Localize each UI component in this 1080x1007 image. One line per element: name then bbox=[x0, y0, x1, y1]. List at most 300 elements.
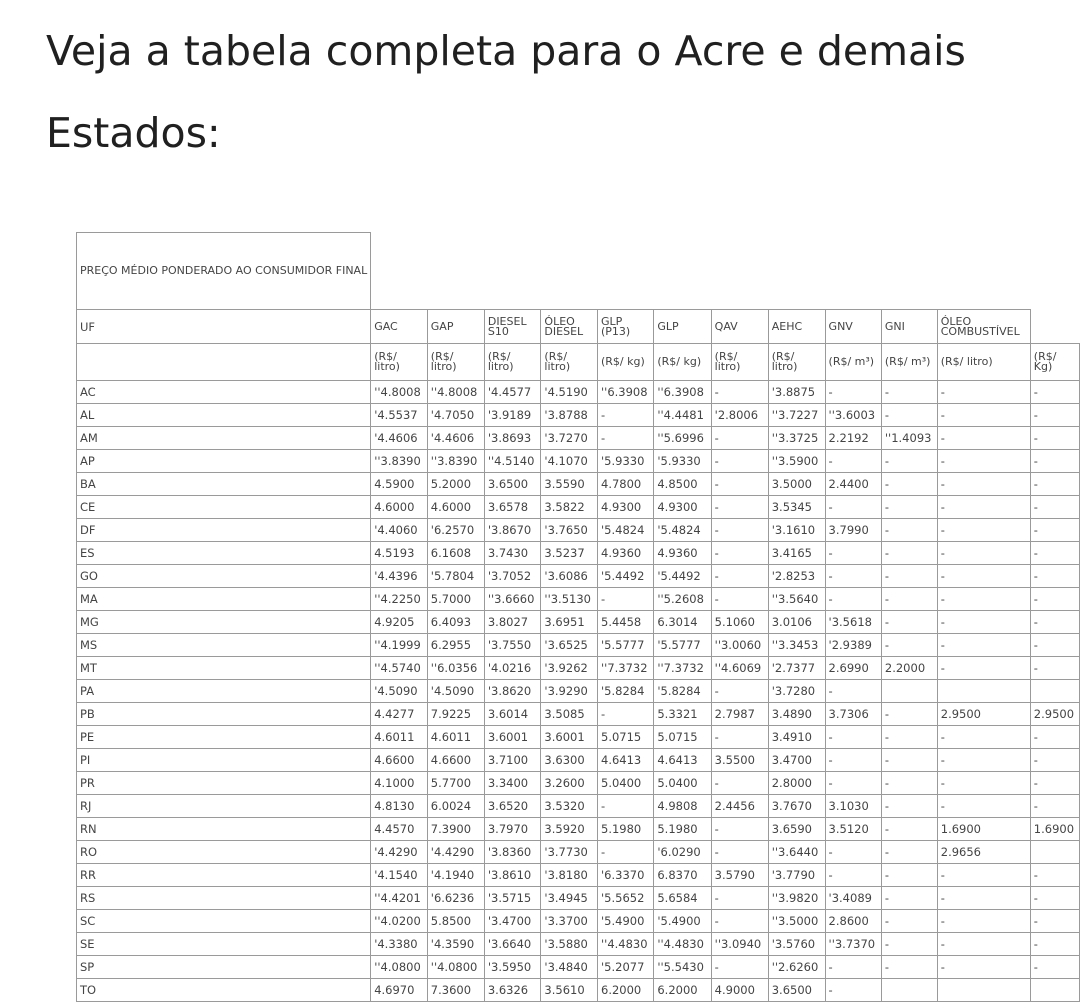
price-cell: 3.5085 bbox=[541, 703, 598, 726]
price-cell: '2.8006 bbox=[711, 404, 768, 427]
price-cell: '3.7270 bbox=[541, 427, 598, 450]
price-cell: ''3.8390 bbox=[371, 450, 428, 473]
price-cell: ''4.2250 bbox=[371, 588, 428, 611]
price-cell: '3.7650 bbox=[541, 519, 598, 542]
uf-cell: MS bbox=[77, 634, 371, 657]
price-cell: 1.6900 bbox=[1030, 818, 1079, 841]
table-row bbox=[77, 496, 1080, 519]
price-cell: 3.7306 bbox=[825, 703, 881, 726]
price-cell: - bbox=[825, 979, 881, 1002]
price-cell: - bbox=[881, 565, 937, 588]
table-row bbox=[77, 795, 1080, 818]
price-cell: 3.4165 bbox=[768, 542, 825, 565]
column-header: GNV bbox=[825, 310, 881, 344]
price-cell: 2.4456 bbox=[711, 795, 768, 818]
price-cell: '3.8180 bbox=[541, 864, 598, 887]
price-cell: '3.7790 bbox=[768, 864, 825, 887]
price-cell: - bbox=[937, 749, 1030, 772]
price-cell: - bbox=[1030, 450, 1079, 473]
price-cell: '3.5950 bbox=[484, 956, 541, 979]
price-cell: ''3.0060 bbox=[711, 634, 768, 657]
uf-cell: RR bbox=[77, 864, 371, 887]
price-cell: '4.7050 bbox=[427, 404, 484, 427]
price-cell: - bbox=[881, 841, 937, 864]
price-cell: ''4.5140 bbox=[484, 450, 541, 473]
price-cell: 3.6001 bbox=[484, 726, 541, 749]
price-cell: - bbox=[711, 473, 768, 496]
table-row bbox=[77, 680, 1080, 703]
price-cell: 2.9500 bbox=[937, 703, 1030, 726]
price-cell: '4.1070 bbox=[541, 450, 598, 473]
price-cell: - bbox=[881, 404, 937, 427]
price-cell: '5.5777 bbox=[598, 634, 654, 657]
unit-header: (R$/ litro) bbox=[937, 344, 1030, 381]
price-cell: 5.4458 bbox=[598, 611, 654, 634]
price-cell: '3.8620 bbox=[484, 680, 541, 703]
table-row bbox=[77, 404, 1080, 427]
price-cell bbox=[1030, 979, 1079, 1002]
price-cell: '5.2077 bbox=[598, 956, 654, 979]
price-cell: 4.6600 bbox=[427, 749, 484, 772]
price-cell: '3.7280 bbox=[768, 680, 825, 703]
units-uf-cell bbox=[77, 344, 371, 381]
price-cell: 2.9500 bbox=[1030, 703, 1079, 726]
price-cell: 3.5610 bbox=[541, 979, 598, 1002]
price-cell: - bbox=[1030, 772, 1079, 795]
price-cell: - bbox=[711, 381, 768, 404]
uf-cell: RO bbox=[77, 841, 371, 864]
price-cell: - bbox=[881, 887, 937, 910]
uf-cell: GO bbox=[77, 565, 371, 588]
price-cell: 3.5345 bbox=[768, 496, 825, 519]
price-cell: '3.8788 bbox=[541, 404, 598, 427]
price-cell: '2.9389 bbox=[825, 634, 881, 657]
table-row bbox=[77, 864, 1080, 887]
price-cell: 5.6584 bbox=[654, 887, 711, 910]
unit-header: (R$/ m³) bbox=[881, 344, 937, 381]
price-cell: - bbox=[937, 864, 1030, 887]
price-cell: - bbox=[1030, 404, 1079, 427]
price-cell: - bbox=[598, 588, 654, 611]
column-header: GAC bbox=[371, 310, 428, 344]
price-cell: '3.4700 bbox=[484, 910, 541, 933]
price-cell: ''4.4830 bbox=[654, 933, 711, 956]
price-cell: 3.5790 bbox=[711, 864, 768, 887]
price-cell: '6.3370 bbox=[598, 864, 654, 887]
price-cell: 3.6300 bbox=[541, 749, 598, 772]
price-cell: 3.3400 bbox=[484, 772, 541, 795]
price-cell: ''6.3908 bbox=[598, 381, 654, 404]
price-cell: ''6.3908 bbox=[654, 381, 711, 404]
price-cell: - bbox=[825, 381, 881, 404]
price-cell: '3.6086 bbox=[541, 565, 598, 588]
price-cell: '3.9262 bbox=[541, 657, 598, 680]
price-cell: '3.1610 bbox=[768, 519, 825, 542]
price-cell: - bbox=[881, 634, 937, 657]
price-cell: ''4.4481 bbox=[654, 404, 711, 427]
price-cell: 5.3321 bbox=[654, 703, 711, 726]
price-cell: 3.5590 bbox=[541, 473, 598, 496]
price-cell: '5.8284 bbox=[598, 680, 654, 703]
table-row bbox=[77, 611, 1080, 634]
price-cell: ''4.1999 bbox=[371, 634, 428, 657]
price-cell: '4.1540 bbox=[371, 864, 428, 887]
price-cell: 3.5320 bbox=[541, 795, 598, 818]
price-cell: '5.4492 bbox=[598, 565, 654, 588]
unit-header: (R$/ litro) bbox=[427, 344, 484, 381]
price-cell: 4.8130 bbox=[371, 795, 428, 818]
price-cell: ''5.6996 bbox=[654, 427, 711, 450]
price-cell bbox=[1030, 841, 1079, 864]
price-cell: - bbox=[598, 404, 654, 427]
price-cell: 2.4400 bbox=[825, 473, 881, 496]
price-cell: 4.6000 bbox=[427, 496, 484, 519]
price-cell: ''3.5130 bbox=[541, 588, 598, 611]
price-cell: 3.7970 bbox=[484, 818, 541, 841]
price-cell: - bbox=[1030, 611, 1079, 634]
column-header: ÓLEO DIESEL bbox=[541, 310, 598, 344]
price-cell: - bbox=[881, 519, 937, 542]
price-cell: - bbox=[881, 381, 937, 404]
column-header: ÓLEO COMBUSTÍVEL bbox=[937, 310, 1030, 344]
price-cell: - bbox=[937, 519, 1030, 542]
price-cell: 3.8027 bbox=[484, 611, 541, 634]
table-row bbox=[77, 450, 1080, 473]
price-cell: ''3.6660 bbox=[484, 588, 541, 611]
unit-header: (R$/ litro) bbox=[541, 344, 598, 381]
price-cell: - bbox=[1030, 864, 1079, 887]
price-cell: - bbox=[881, 933, 937, 956]
price-cell: - bbox=[1030, 795, 1079, 818]
table-row bbox=[77, 588, 1080, 611]
price-cell: ''4.8008 bbox=[371, 381, 428, 404]
unit-header: (R$/ Kg) bbox=[1030, 344, 1079, 381]
price-cell: '3.3700 bbox=[541, 910, 598, 933]
price-cell: - bbox=[937, 956, 1030, 979]
price-cell: 4.6011 bbox=[371, 726, 428, 749]
table-row bbox=[77, 749, 1080, 772]
price-cell: 3.4700 bbox=[768, 749, 825, 772]
price-cell: '3.4089 bbox=[825, 887, 881, 910]
price-cell bbox=[1030, 680, 1079, 703]
price-cell: '3.7052 bbox=[484, 565, 541, 588]
price-cell: 3.6951 bbox=[541, 611, 598, 634]
price-cell: ''3.8390 bbox=[427, 450, 484, 473]
price-cell: '5.4900 bbox=[654, 910, 711, 933]
price-cell: - bbox=[937, 795, 1030, 818]
price-cell: - bbox=[881, 726, 937, 749]
price-cell: '3.5618 bbox=[825, 611, 881, 634]
price-cell: - bbox=[937, 427, 1030, 450]
price-cell: ''4.4201 bbox=[371, 887, 428, 910]
price-cell: - bbox=[1030, 749, 1079, 772]
price-cell: - bbox=[825, 450, 881, 473]
price-cell: 2.2192 bbox=[825, 427, 881, 450]
price-cell: - bbox=[825, 772, 881, 795]
price-cell: ''3.0940 bbox=[711, 933, 768, 956]
price-cell: '3.5715 bbox=[484, 887, 541, 910]
price-cell: - bbox=[711, 726, 768, 749]
column-header: QAV bbox=[711, 310, 768, 344]
price-cell: '4.4290 bbox=[371, 841, 428, 864]
price-cell: '3.6525 bbox=[541, 634, 598, 657]
price-cell: 3.6326 bbox=[484, 979, 541, 1002]
table-row bbox=[77, 818, 1080, 841]
price-cell: - bbox=[711, 519, 768, 542]
price-cell: '3.9290 bbox=[541, 680, 598, 703]
uf-cell: SE bbox=[77, 933, 371, 956]
uf-cell: DF bbox=[77, 519, 371, 542]
price-cell: '3.7550 bbox=[484, 634, 541, 657]
price-cell: - bbox=[1030, 910, 1079, 933]
table-row bbox=[77, 887, 1080, 910]
price-cell bbox=[937, 979, 1030, 1002]
price-cell: - bbox=[881, 496, 937, 519]
uf-cell: MA bbox=[77, 588, 371, 611]
price-cell: '4.3380 bbox=[371, 933, 428, 956]
price-cell: 6.3014 bbox=[654, 611, 711, 634]
title-spacer bbox=[371, 233, 1080, 310]
table-row bbox=[77, 703, 1080, 726]
price-cell: '3.8360 bbox=[484, 841, 541, 864]
price-cell: '5.4900 bbox=[598, 910, 654, 933]
price-cell: ''3.6003 bbox=[825, 404, 881, 427]
uf-cell: SC bbox=[77, 910, 371, 933]
price-cell: '2.7377 bbox=[768, 657, 825, 680]
price-cell: 3.6520 bbox=[484, 795, 541, 818]
price-cell: - bbox=[881, 703, 937, 726]
price-cell: 3.6578 bbox=[484, 496, 541, 519]
price-cell: - bbox=[825, 749, 881, 772]
column-header: GLP bbox=[654, 310, 711, 344]
price-cell: 4.1000 bbox=[371, 772, 428, 795]
price-cell: '4.3590 bbox=[427, 933, 484, 956]
price-cell: '4.5537 bbox=[371, 404, 428, 427]
price-cell: 3.6001 bbox=[541, 726, 598, 749]
price-cell: ''4.0200 bbox=[371, 910, 428, 933]
price-cell: 6.8370 bbox=[654, 864, 711, 887]
price-cell: '3.9189 bbox=[484, 404, 541, 427]
price-cell: ''7.3732 bbox=[598, 657, 654, 680]
price-cell: - bbox=[711, 818, 768, 841]
page-heading: Veja a tabela completa para o Acre e demais Estados: bbox=[46, 27, 966, 157]
table-row bbox=[77, 634, 1080, 657]
price-cell: 7.3600 bbox=[427, 979, 484, 1002]
unit-header: (R$/ kg) bbox=[654, 344, 711, 381]
table-row bbox=[77, 772, 1080, 795]
price-cell: 3.5120 bbox=[825, 818, 881, 841]
uf-header: UF bbox=[77, 310, 371, 344]
price-cell: 6.2000 bbox=[598, 979, 654, 1002]
price-cell: - bbox=[598, 427, 654, 450]
price-cell: '6.6236 bbox=[427, 887, 484, 910]
column-header: AEHC bbox=[768, 310, 825, 344]
price-cell: 4.6970 bbox=[371, 979, 428, 1002]
table-row bbox=[77, 427, 1080, 450]
price-cell: - bbox=[825, 565, 881, 588]
price-cell: - bbox=[881, 588, 937, 611]
price-cell: ''3.9820 bbox=[768, 887, 825, 910]
price-cell: - bbox=[881, 910, 937, 933]
price-cell: 4.9300 bbox=[654, 496, 711, 519]
uf-cell: PI bbox=[77, 749, 371, 772]
price-cell: 2.8000 bbox=[768, 772, 825, 795]
uf-cell: SP bbox=[77, 956, 371, 979]
table-row bbox=[77, 841, 1080, 864]
price-cell: - bbox=[825, 864, 881, 887]
table-row bbox=[77, 381, 1080, 404]
price-cell: 3.0106 bbox=[768, 611, 825, 634]
uf-cell: PA bbox=[77, 680, 371, 703]
price-cell: 1.6900 bbox=[937, 818, 1030, 841]
price-cell: '4.4606 bbox=[371, 427, 428, 450]
price-cell: 3.6014 bbox=[484, 703, 541, 726]
price-cell: - bbox=[937, 657, 1030, 680]
unit-header: (R$/ litro) bbox=[484, 344, 541, 381]
price-cell: - bbox=[937, 404, 1030, 427]
price-cell bbox=[937, 680, 1030, 703]
price-cell: - bbox=[937, 381, 1030, 404]
price-cell: '4.0216 bbox=[484, 657, 541, 680]
price-cell: 5.1980 bbox=[598, 818, 654, 841]
price-cell: - bbox=[937, 933, 1030, 956]
price-cell: 6.4093 bbox=[427, 611, 484, 634]
price-cell: ''5.5430 bbox=[654, 956, 711, 979]
price-cell: 4.9300 bbox=[598, 496, 654, 519]
price-cell: - bbox=[937, 887, 1030, 910]
price-cell: - bbox=[711, 565, 768, 588]
price-cell: 5.0400 bbox=[654, 772, 711, 795]
price-cell: 4.9360 bbox=[598, 542, 654, 565]
price-cell: '4.4577 bbox=[484, 381, 541, 404]
price-cell: ''3.7227 bbox=[768, 404, 825, 427]
price-cell: ''5.2608 bbox=[654, 588, 711, 611]
price-cell: '2.8253 bbox=[768, 565, 825, 588]
table-row bbox=[77, 956, 1080, 979]
price-cell: - bbox=[937, 588, 1030, 611]
price-cell: 6.0024 bbox=[427, 795, 484, 818]
price-cell: ''3.7370 bbox=[825, 933, 881, 956]
table-row bbox=[77, 542, 1080, 565]
price-cell: 3.5237 bbox=[541, 542, 598, 565]
price-cell: ''6.0356 bbox=[427, 657, 484, 680]
header-spacer bbox=[1030, 310, 1079, 344]
table-row bbox=[77, 979, 1080, 1002]
price-cell: 4.5900 bbox=[371, 473, 428, 496]
price-cell: - bbox=[598, 795, 654, 818]
price-cell: - bbox=[825, 956, 881, 979]
price-cell: - bbox=[1030, 427, 1079, 450]
unit-header: (R$/ litro) bbox=[371, 344, 428, 381]
price-cell bbox=[881, 979, 937, 1002]
price-cell: '4.1940 bbox=[427, 864, 484, 887]
price-cell: '5.9330 bbox=[598, 450, 654, 473]
column-header: GLP (P13) bbox=[598, 310, 654, 344]
price-cell: - bbox=[881, 956, 937, 979]
price-cell: - bbox=[711, 588, 768, 611]
price-cell: '4.5090 bbox=[371, 680, 428, 703]
uf-cell: RJ bbox=[77, 795, 371, 818]
price-cell: - bbox=[881, 611, 937, 634]
price-cell: - bbox=[711, 772, 768, 795]
price-cell: - bbox=[711, 450, 768, 473]
price-cell: 3.7100 bbox=[484, 749, 541, 772]
price-cell: - bbox=[937, 542, 1030, 565]
price-cell: 4.8500 bbox=[654, 473, 711, 496]
price-cell: 5.0400 bbox=[598, 772, 654, 795]
price-cell: 3.7430 bbox=[484, 542, 541, 565]
price-cell: - bbox=[1030, 496, 1079, 519]
table-row bbox=[77, 933, 1080, 956]
price-cell: - bbox=[937, 772, 1030, 795]
column-header: GAP bbox=[427, 310, 484, 344]
price-cell: 5.1980 bbox=[654, 818, 711, 841]
price-cell: ''4.0800 bbox=[427, 956, 484, 979]
uf-cell: PE bbox=[77, 726, 371, 749]
price-cell: '5.4492 bbox=[654, 565, 711, 588]
price-cell: ''7.3732 bbox=[654, 657, 711, 680]
uf-cell: AM bbox=[77, 427, 371, 450]
price-cell: 4.6000 bbox=[371, 496, 428, 519]
price-cell: - bbox=[881, 818, 937, 841]
price-cell: ''3.5900 bbox=[768, 450, 825, 473]
price-cell: - bbox=[711, 887, 768, 910]
price-cell: ''2.6260 bbox=[768, 956, 825, 979]
price-cell: '5.4824 bbox=[598, 519, 654, 542]
table-row bbox=[77, 519, 1080, 542]
price-cell bbox=[881, 680, 937, 703]
price-cell: 2.8600 bbox=[825, 910, 881, 933]
price-cell: - bbox=[881, 542, 937, 565]
uf-cell: AC bbox=[77, 381, 371, 404]
price-cell: 3.7990 bbox=[825, 519, 881, 542]
price-cell: - bbox=[937, 634, 1030, 657]
price-cell: - bbox=[937, 726, 1030, 749]
price-cell: '6.0290 bbox=[654, 841, 711, 864]
price-cell: '4.4060 bbox=[371, 519, 428, 542]
price-cell: ''3.3725 bbox=[768, 427, 825, 450]
price-cell: 4.6413 bbox=[654, 749, 711, 772]
price-cell: - bbox=[881, 772, 937, 795]
price-cell: - bbox=[937, 611, 1030, 634]
price-cell: - bbox=[937, 473, 1030, 496]
price-cell: - bbox=[711, 496, 768, 519]
uf-cell: PR bbox=[77, 772, 371, 795]
price-cell: '4.5190 bbox=[541, 381, 598, 404]
price-cell: - bbox=[598, 841, 654, 864]
price-cell: - bbox=[1030, 634, 1079, 657]
price-cell: 2.2000 bbox=[881, 657, 937, 680]
price-cell: - bbox=[711, 542, 768, 565]
price-cell: - bbox=[1030, 657, 1079, 680]
price-cell: - bbox=[711, 680, 768, 703]
column-header: GNI bbox=[881, 310, 937, 344]
price-cell: ''4.4830 bbox=[598, 933, 654, 956]
price-cell: '3.5760 bbox=[768, 933, 825, 956]
price-cell: 5.1060 bbox=[711, 611, 768, 634]
price-cell: - bbox=[1030, 519, 1079, 542]
price-cell: 4.9808 bbox=[654, 795, 711, 818]
price-cell: 3.6500 bbox=[768, 979, 825, 1002]
price-cell: - bbox=[937, 565, 1030, 588]
uf-cell: AP bbox=[77, 450, 371, 473]
price-cell: '5.7804 bbox=[427, 565, 484, 588]
price-cell: - bbox=[711, 841, 768, 864]
price-cell: 5.2000 bbox=[427, 473, 484, 496]
price-cell: 3.4910 bbox=[768, 726, 825, 749]
unit-header: (R$/ m³) bbox=[825, 344, 881, 381]
price-cell: '3.5880 bbox=[541, 933, 598, 956]
